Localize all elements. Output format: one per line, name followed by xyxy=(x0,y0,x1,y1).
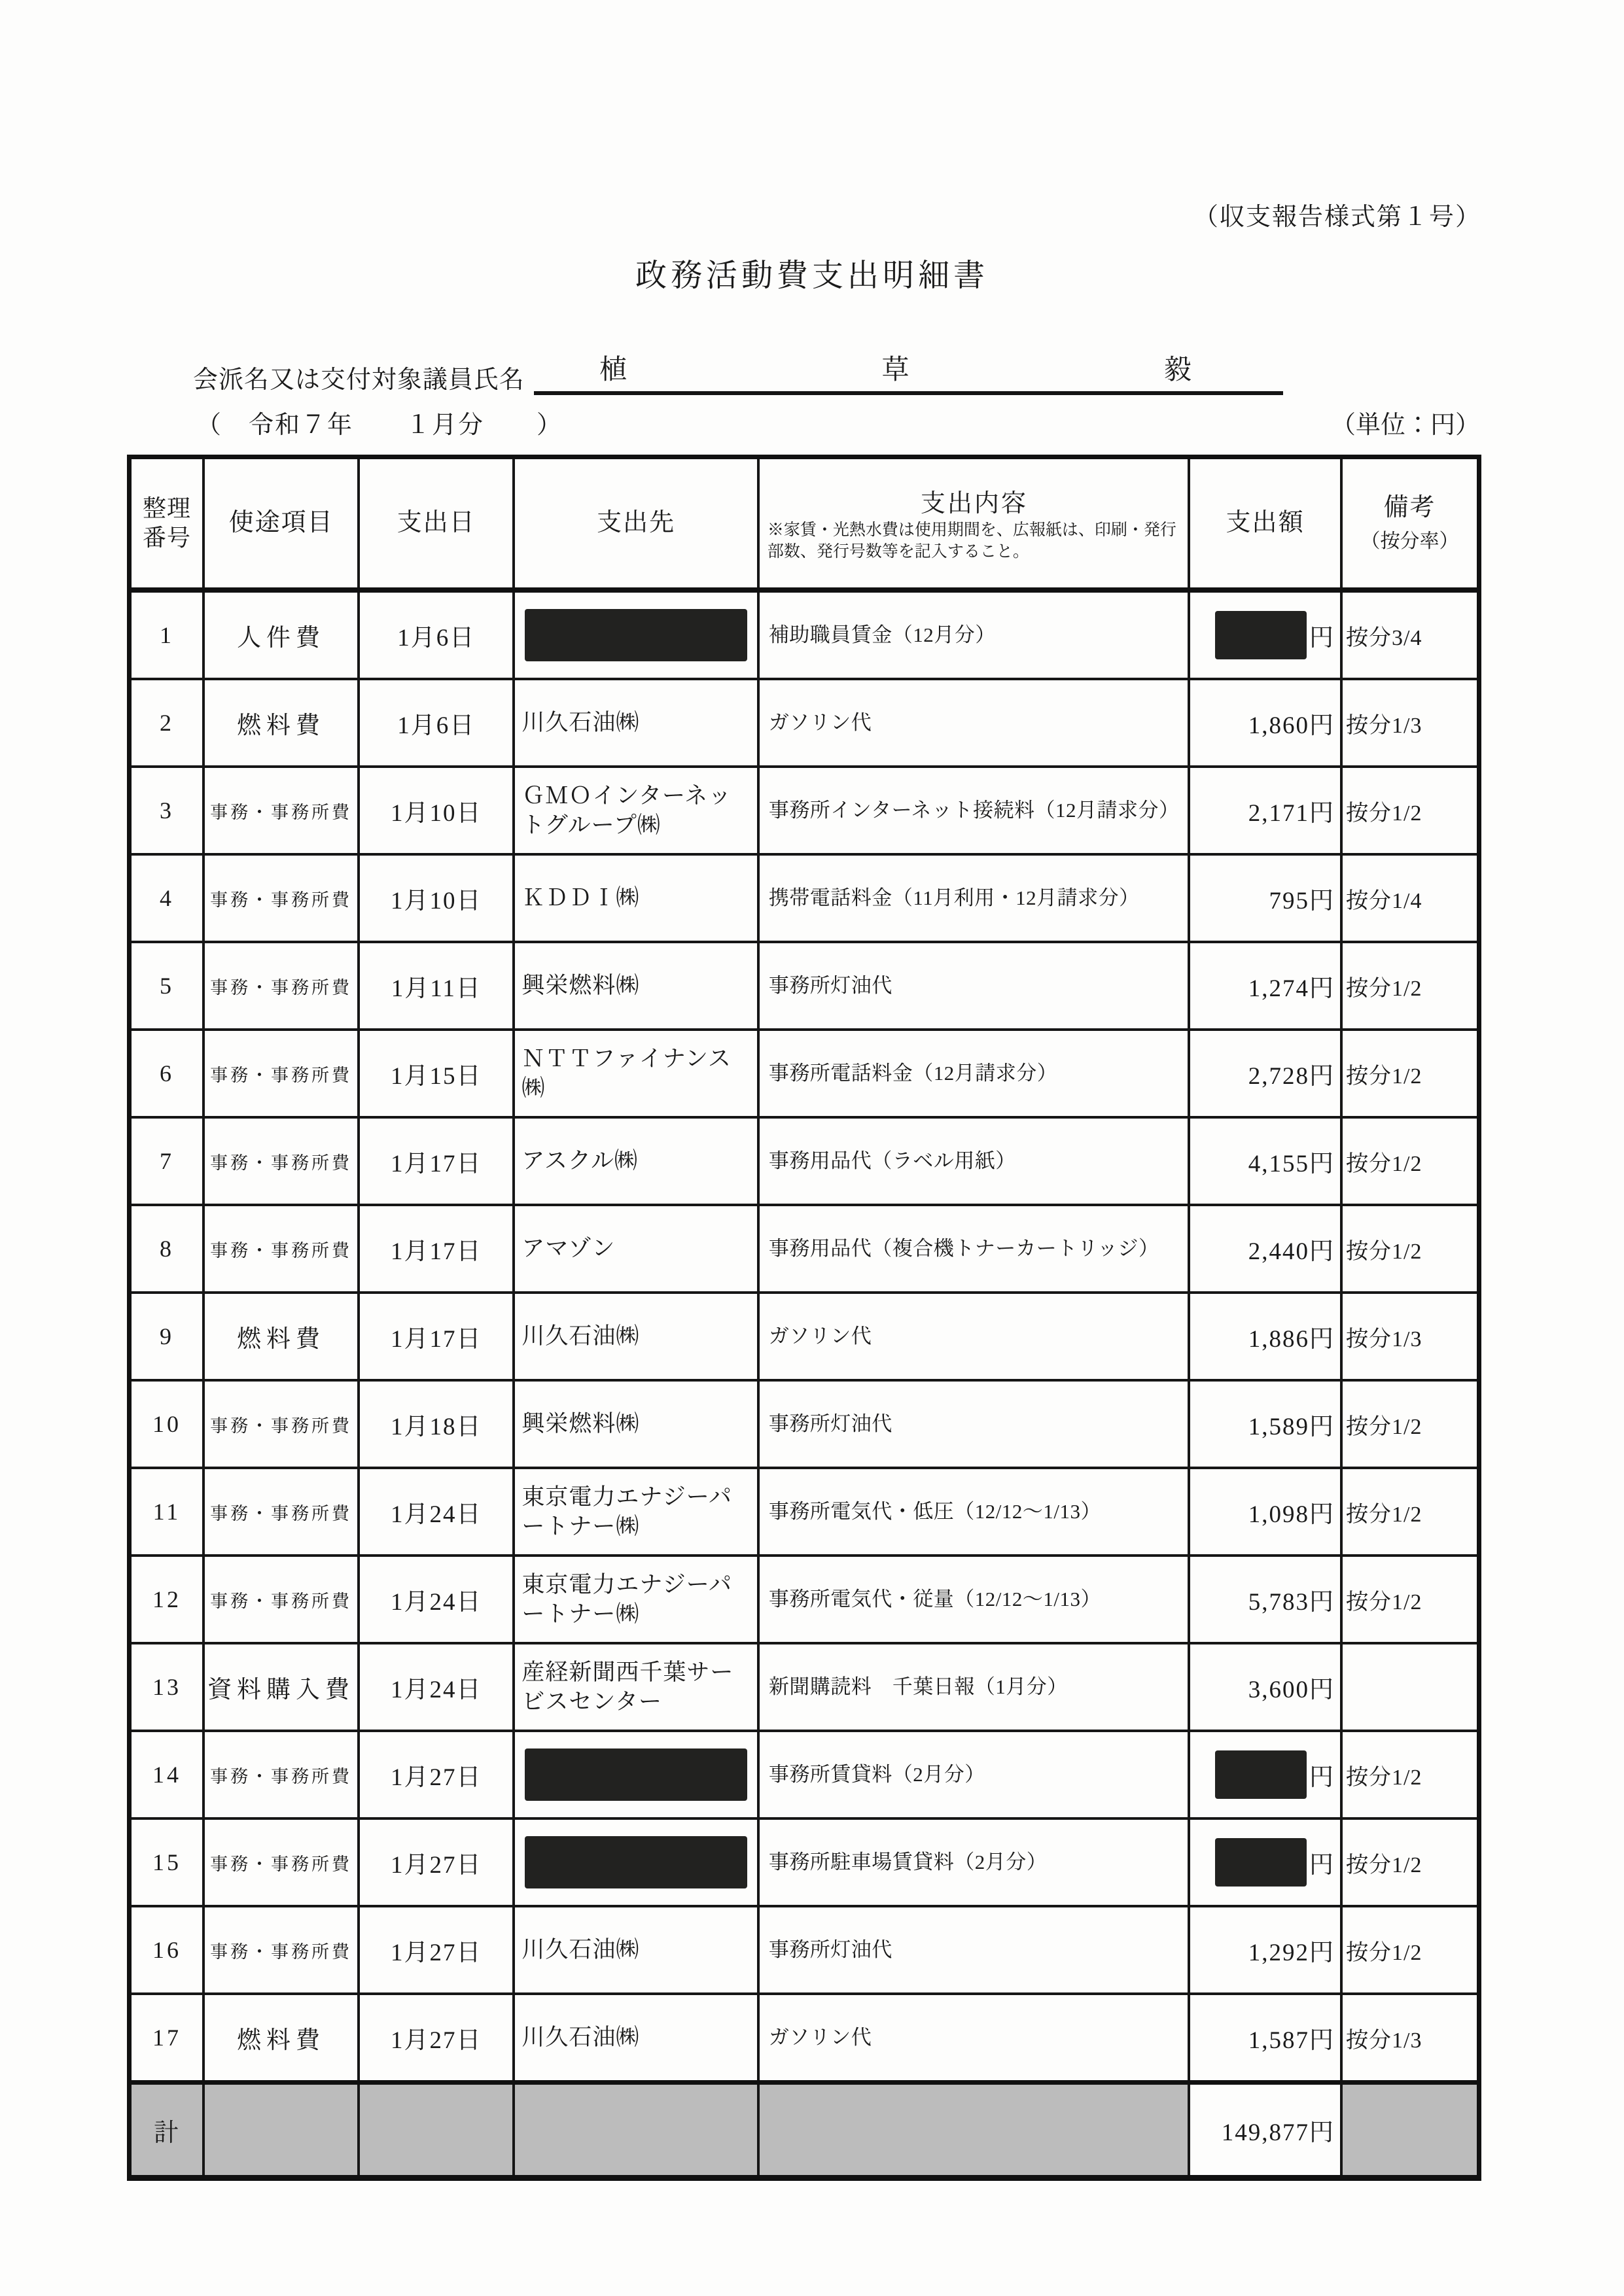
description-text: 事務所電気代・従量（12/12～1/13） xyxy=(768,1588,1102,1611)
name-label: 会派名又は交付対象議員氏名 xyxy=(193,366,525,394)
cell-number: 14 xyxy=(130,1731,203,1818)
amount-text: 1,860円 xyxy=(1248,712,1335,739)
unit-label: （単位：円） xyxy=(1330,411,1480,439)
cell-ratio xyxy=(1341,1906,1479,1994)
amount-wrap xyxy=(1190,1494,1340,1529)
amount-text: 5,783円 xyxy=(1248,1589,1335,1616)
cell-category xyxy=(203,1994,359,2083)
category-text: 事務・事務所費 xyxy=(210,977,353,998)
cell-number: 10 xyxy=(130,1380,203,1468)
cell-amount xyxy=(1189,590,1341,679)
category-text: 事務・事務所費 xyxy=(210,1416,353,1436)
table-row xyxy=(130,590,1479,679)
payee-text: アスクル㈱ xyxy=(521,1148,638,1174)
description-text: 事務所灯油代 xyxy=(768,1938,892,1962)
payee-text: 川久石油㈱ xyxy=(521,1937,640,1963)
cell-ratio xyxy=(1341,1205,1479,1293)
cell-date: 1月6日 xyxy=(359,679,514,767)
cell-payee xyxy=(514,1556,758,1643)
redaction-box xyxy=(525,609,747,661)
description-text: 事務用品代（ラベル用紙） xyxy=(768,1149,1016,1173)
cell-description xyxy=(758,1643,1189,1731)
description-text: 事務所インターネット接続料（12月請求分） xyxy=(768,799,1180,822)
cell-category xyxy=(203,942,359,1030)
cell-payee xyxy=(514,1994,758,2083)
cell-payee xyxy=(514,1380,758,1468)
amount-text: 1,587円 xyxy=(1248,2027,1335,2054)
cell-description xyxy=(758,1818,1189,1906)
header-no xyxy=(130,457,203,591)
total-row xyxy=(130,2083,1479,2178)
cell-category xyxy=(203,1293,359,1380)
header-no-text: 整理 番号 xyxy=(142,495,191,551)
header-remarks-sub: （按分率） xyxy=(1360,530,1459,552)
category-text: 事務・事務所費 xyxy=(210,1766,353,1786)
cell-number: 5 xyxy=(130,942,203,1030)
ratio-text: 按分1/4 xyxy=(1346,888,1422,913)
cell-category xyxy=(203,590,359,679)
cell-payee xyxy=(514,854,758,942)
table-row xyxy=(130,1643,1479,1731)
cell-number: 15 xyxy=(130,1818,203,1906)
description-text: 事務所電話料金（12月請求分） xyxy=(768,1062,1058,1085)
header-content-title: 支出内容 xyxy=(920,490,1028,517)
cell-ratio xyxy=(1341,1731,1479,1818)
description-text: 事務所電気代・低圧（12/12～1/13） xyxy=(768,1500,1102,1523)
cell-ratio xyxy=(1341,1556,1479,1643)
ratio-text: 按分3/4 xyxy=(1346,625,1422,650)
description-text: 補助職員賃金（12月分） xyxy=(768,623,996,647)
cell-number: 11 xyxy=(130,1468,203,1556)
table-row xyxy=(130,1468,1479,1556)
cell-date: 1月27日 xyxy=(359,1994,514,2083)
header-category: 使途項目 xyxy=(203,457,359,591)
name-line xyxy=(193,348,1283,395)
cell-ratio xyxy=(1341,1030,1479,1117)
cell-number: 9 xyxy=(130,1293,203,1380)
cell-amount xyxy=(1189,1556,1341,1643)
cell-number: 4 xyxy=(130,854,203,942)
cell-date: 1月15日 xyxy=(359,1030,514,1117)
category-text: 事務・事務所費 xyxy=(210,1941,353,1962)
amount-text: 2,171円 xyxy=(1248,800,1335,827)
cell-amount xyxy=(1189,1994,1341,2083)
cell-description xyxy=(758,1468,1189,1556)
table-row xyxy=(130,1556,1479,1643)
amount-wrap xyxy=(1190,705,1340,740)
category-text: 事務・事務所費 xyxy=(210,802,353,822)
amount-wrap xyxy=(1190,1750,1340,1799)
category-text: 事務・事務所費 xyxy=(210,1065,353,1085)
ratio-text: 按分1/3 xyxy=(1346,713,1422,738)
cell-number: 3 xyxy=(130,767,203,854)
amount-wrap xyxy=(1190,793,1340,828)
cell-date: 1月18日 xyxy=(359,1380,514,1468)
cell-category xyxy=(203,1906,359,1994)
description-text: ガソリン代 xyxy=(768,2026,872,2049)
cell-date: 1月11日 xyxy=(359,942,514,1030)
cell-date: 1月10日 xyxy=(359,767,514,854)
amount-wrap xyxy=(1190,880,1340,916)
ratio-text: 按分1/2 xyxy=(1346,1940,1422,1965)
cell-amount xyxy=(1189,1293,1341,1380)
ratio-text: 按分1/2 xyxy=(1346,1765,1422,1790)
amount-text: 2,440円 xyxy=(1248,1238,1335,1265)
total-label: 計 xyxy=(130,2083,203,2178)
cell-number: 13 xyxy=(130,1643,203,1731)
table-row xyxy=(130,854,1479,942)
table-row xyxy=(130,1380,1479,1468)
amount-text: 2,728円 xyxy=(1248,1063,1335,1090)
cell-category xyxy=(203,1205,359,1293)
payee-text: アマゾン xyxy=(521,1236,616,1262)
amount-wrap xyxy=(1190,1319,1340,1354)
cell-payee xyxy=(514,1293,758,1380)
cell-amount xyxy=(1189,1906,1341,1994)
cell-category xyxy=(203,767,359,854)
cell-description xyxy=(758,1030,1189,1117)
cell-description xyxy=(758,767,1189,854)
description-text: ガソリン代 xyxy=(768,1325,872,1348)
cell-amount xyxy=(1189,942,1341,1030)
header-remarks: 備考 （按分率） xyxy=(1341,457,1479,591)
cell-category xyxy=(203,1380,359,1468)
cell-date: 1月24日 xyxy=(359,1643,514,1731)
header-content-note: ※家賃・光熱水費は使用期間を、広報紙は、印刷・発行部数、発行号数等を記入すること。 xyxy=(767,521,1176,561)
cell-ratio xyxy=(1341,767,1479,854)
payee-text: ＮＴＴファイナンス㈱ xyxy=(521,1045,732,1101)
redaction-box xyxy=(1215,1838,1307,1887)
cell-description xyxy=(758,1906,1189,1994)
category-text: 事務・事務所費 xyxy=(210,1854,353,1874)
amount-wrap xyxy=(1190,968,1340,1003)
payee-text: ＫＤＤＩ㈱ xyxy=(521,885,640,911)
table-row xyxy=(130,1994,1479,2083)
table-row xyxy=(130,1205,1479,1293)
header-amount: 支出額 xyxy=(1189,457,1341,591)
cell-payee xyxy=(514,767,758,854)
redaction-box xyxy=(1215,1750,1307,1799)
cell-payee xyxy=(514,679,758,767)
cell-category xyxy=(203,1468,359,1556)
ratio-text: 按分1/2 xyxy=(1346,1239,1422,1264)
payee-text: 東京電力エナジーパートナー㈱ xyxy=(521,1571,732,1627)
cell-ratio xyxy=(1341,679,1479,767)
cell-payee xyxy=(514,590,758,679)
payee-text: 川久石油㈱ xyxy=(521,2025,640,2051)
amount-wrap xyxy=(1190,1669,1340,1705)
amount-text: 1,886円 xyxy=(1248,1326,1335,1353)
cell-number: 16 xyxy=(130,1906,203,1994)
cell-category xyxy=(203,1117,359,1205)
amount-wrap xyxy=(1190,611,1340,659)
cell-description xyxy=(758,679,1189,767)
cell-date: 1月24日 xyxy=(359,1468,514,1556)
header-date: 支出日 xyxy=(359,457,514,591)
payee-text: 産経新聞西千葉サービスセンター xyxy=(521,1659,734,1714)
member-name xyxy=(534,348,1283,395)
amount-text: 3,600円 xyxy=(1248,1677,1335,1703)
period-label: （ 令和７年 １月分 ） xyxy=(196,411,563,439)
redaction-box xyxy=(525,1836,747,1888)
cell-date: 1月17日 xyxy=(359,1117,514,1205)
cell-category xyxy=(203,1818,359,1906)
cell-payee xyxy=(514,942,758,1030)
table-row xyxy=(130,1117,1479,1205)
cell-date: 1月17日 xyxy=(359,1293,514,1380)
amount-wrap xyxy=(1190,1406,1340,1442)
table-row xyxy=(130,1818,1479,1906)
cell-payee xyxy=(514,1906,758,1994)
cell-amount xyxy=(1189,1818,1341,1906)
name-char-1: 植 xyxy=(599,355,627,385)
cell-payee xyxy=(514,1468,758,1556)
table-row xyxy=(130,942,1479,1030)
name-char-2: 草 xyxy=(881,355,909,385)
cell-date: 1月17日 xyxy=(359,1205,514,1293)
cell-payee xyxy=(514,1643,758,1731)
cell-description xyxy=(758,1556,1189,1643)
table-row xyxy=(130,767,1479,854)
category-text: 人件費 xyxy=(237,625,326,652)
cell-category xyxy=(203,679,359,767)
table-header xyxy=(130,457,1479,591)
ratio-text: 按分1/2 xyxy=(1346,1064,1422,1088)
cell-date: 1月10日 xyxy=(359,854,514,942)
total-empty-payee xyxy=(514,2083,758,2178)
ratio-text: 按分1/2 xyxy=(1346,976,1422,1001)
category-text: 事務・事務所費 xyxy=(210,890,353,910)
cell-amount xyxy=(1189,854,1341,942)
cell-description xyxy=(758,1994,1189,2083)
amount-wrap xyxy=(1190,1231,1340,1266)
cell-ratio xyxy=(1341,854,1479,942)
description-text: 事務所駐車場賃貸料（2月分） xyxy=(768,1851,1048,1874)
payee-text: 東京電力エナジーパートナー㈱ xyxy=(521,1484,732,1539)
total-amount: 149,877円 xyxy=(1221,2119,1335,2146)
cell-amount xyxy=(1189,1468,1341,1556)
cell-payee xyxy=(514,1818,758,1906)
cell-amount xyxy=(1189,1731,1341,1818)
form-number: （収支報告様式第１号） xyxy=(1193,203,1481,231)
expense-table xyxy=(127,455,1481,2181)
cell-ratio xyxy=(1341,1994,1479,2083)
ratio-text: 按分1/2 xyxy=(1346,1414,1422,1439)
ratio-text: 按分1/2 xyxy=(1346,1590,1422,1614)
expense-rows xyxy=(130,590,1479,2083)
amount-text: 1,589円 xyxy=(1248,1414,1335,1440)
payee-text: 興栄燃料㈱ xyxy=(521,1411,640,1437)
cell-payee xyxy=(514,1030,758,1117)
cell-amount xyxy=(1189,1643,1341,1731)
cell-amount xyxy=(1189,1380,1341,1468)
cell-number: 12 xyxy=(130,1556,203,1643)
cell-number: 1 xyxy=(130,590,203,679)
amount-text: 1,098円 xyxy=(1248,1501,1335,1528)
category-text: 燃料費 xyxy=(237,2027,326,2054)
cell-number: 6 xyxy=(130,1030,203,1117)
amount-wrap xyxy=(1190,1143,1340,1179)
cell-ratio xyxy=(1341,1293,1479,1380)
cell-category xyxy=(203,1731,359,1818)
amount-text: 1,274円 xyxy=(1248,975,1335,1002)
cell-date: 1月24日 xyxy=(359,1556,514,1643)
cell-amount xyxy=(1189,1205,1341,1293)
cell-amount xyxy=(1189,1117,1341,1205)
payee-text: 川久石油㈱ xyxy=(521,1323,640,1349)
category-text: 事務・事務所費 xyxy=(210,1591,353,1611)
total-empty-description xyxy=(758,2083,1189,2178)
ratio-text: 按分1/3 xyxy=(1346,2028,1422,2053)
payee-text: 興栄燃料㈱ xyxy=(521,973,640,999)
cell-amount xyxy=(1189,679,1341,767)
cell-ratio xyxy=(1341,1818,1479,1906)
description-text: 事務用品代（複合機トナーカートリッジ） xyxy=(768,1237,1159,1261)
redaction-box xyxy=(525,1748,747,1801)
cell-date: 1月27日 xyxy=(359,1731,514,1818)
cell-payee xyxy=(514,1205,758,1293)
category-text: 事務・事務所費 xyxy=(210,1240,353,1261)
category-text: 事務・事務所費 xyxy=(210,1503,353,1523)
cell-description xyxy=(758,1117,1189,1205)
category-text: 事務・事務所費 xyxy=(210,1153,353,1173)
description-text: ガソリン代 xyxy=(768,711,872,735)
cell-number: 2 xyxy=(130,679,203,767)
cell-description xyxy=(758,1731,1189,1818)
cell-ratio xyxy=(1341,1643,1479,1731)
header-content xyxy=(758,457,1189,591)
total-empty-date xyxy=(359,2083,514,2178)
table-row xyxy=(130,679,1479,767)
ratio-text: 按分1/3 xyxy=(1346,1327,1422,1351)
cell-number: 8 xyxy=(130,1205,203,1293)
cell-payee xyxy=(514,1731,758,1818)
ratio-text: 按分1/2 xyxy=(1346,1502,1422,1527)
amount-text: 4,155円 xyxy=(1248,1151,1335,1177)
page-title: 政務活動費支出明細書 xyxy=(635,258,989,293)
payee-text: 川久石油㈱ xyxy=(521,710,640,736)
cell-description xyxy=(758,1380,1189,1468)
description-text: 事務所灯油代 xyxy=(768,974,892,998)
cell-amount xyxy=(1189,1030,1341,1117)
cell-ratio xyxy=(1341,590,1479,679)
amount-wrap xyxy=(1190,2020,1340,2055)
category-text: 燃料費 xyxy=(237,1326,326,1353)
cell-description xyxy=(758,1205,1189,1293)
cell-ratio xyxy=(1341,1468,1479,1556)
ratio-text: 按分1/2 xyxy=(1346,801,1422,826)
amount-suffix: 円 xyxy=(1309,1764,1335,1791)
table-row xyxy=(130,1030,1479,1117)
cell-description xyxy=(758,1293,1189,1380)
cell-ratio xyxy=(1341,1380,1479,1468)
cell-number: 7 xyxy=(130,1117,203,1205)
category-text: 燃料費 xyxy=(237,712,326,739)
amount-wrap xyxy=(1190,1932,1340,1968)
amount-text: 1,292円 xyxy=(1248,1939,1335,1966)
description-text: 事務所賃貸料（2月分） xyxy=(768,1763,985,1786)
cell-description xyxy=(758,590,1189,679)
cell-category xyxy=(203,1556,359,1643)
cell-amount xyxy=(1189,767,1341,854)
table-row xyxy=(130,1731,1479,1818)
cell-payee xyxy=(514,1117,758,1205)
total-empty-category xyxy=(203,2083,359,2178)
category-text: 資料購入費 xyxy=(207,1677,355,1703)
description-text: 事務所灯油代 xyxy=(768,1412,892,1436)
amount-suffix: 円 xyxy=(1309,625,1335,652)
cell-date: 1月6日 xyxy=(359,590,514,679)
payee-text: ＧＭＯインターネットグループ㈱ xyxy=(521,782,732,838)
total-empty-remarks xyxy=(1341,2083,1479,2178)
redaction-box xyxy=(1215,611,1307,659)
cell-description xyxy=(758,854,1189,942)
total-amount-cell xyxy=(1189,2083,1341,2178)
table-row xyxy=(130,1906,1479,1994)
amount-text: 795円 xyxy=(1269,888,1335,914)
cell-ratio xyxy=(1341,1117,1479,1205)
cell-category xyxy=(203,1030,359,1117)
cell-date: 1月27日 xyxy=(359,1906,514,1994)
amount-wrap xyxy=(1190,1838,1340,1887)
header-payee: 支出先 xyxy=(514,457,758,591)
ratio-text: 按分1/2 xyxy=(1346,1151,1422,1176)
cell-ratio xyxy=(1341,942,1479,1030)
table-row xyxy=(130,1293,1479,1380)
cell-category xyxy=(203,1643,359,1731)
ratio-text: 按分1/2 xyxy=(1346,1852,1422,1877)
amount-wrap xyxy=(1190,1582,1340,1617)
description-text: 携帯電話料金（11月利用・12月請求分） xyxy=(768,886,1140,910)
description-text: 新聞購読料 千葉日報（1月分） xyxy=(768,1675,1068,1699)
name-char-3: 毅 xyxy=(1163,355,1192,385)
cell-description xyxy=(758,942,1189,1030)
amount-wrap xyxy=(1190,1056,1340,1091)
amount-suffix: 円 xyxy=(1309,1852,1335,1879)
cell-number: 17 xyxy=(130,1994,203,2083)
cell-category xyxy=(203,854,359,942)
cell-date: 1月27日 xyxy=(359,1818,514,1906)
